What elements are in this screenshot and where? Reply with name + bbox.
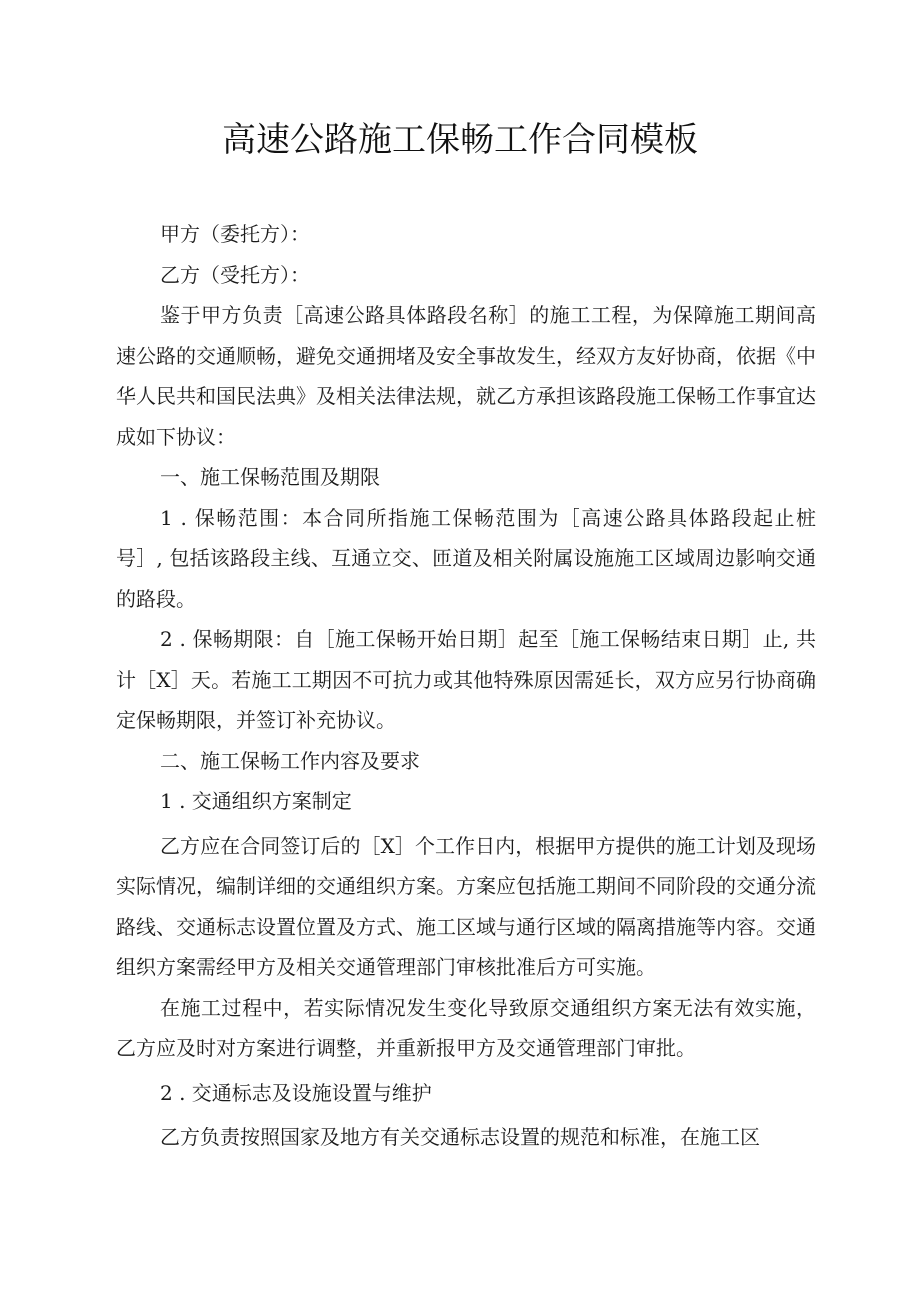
paragraph-plan-adjust: 在施工过程中，若实际情况发生变化导致原交通组织方案无法有效实施，乙方应及时对方案进行调整，并重新报甲方及交通管理部门审批。 <box>116 995 816 1060</box>
document-body <box>116 214 816 1158</box>
paragraph-signs: 乙方负责按照国家及地方有关交通标志设置的规范和标准，在施工区 <box>160 1125 760 1149</box>
party-b-line: 乙方（受托方）： <box>160 262 310 287</box>
preamble-paragraph: 鉴于甲方负责［高速公路具体路段名称］的施工工程，为保障施工期间高速公路的交通顺畅，避免交通拥堵及安全事故发生，经双方友好协商，依据《中华人民共和国民法典》及相关法律法规，就乙方承担该路段施工保畅工作事宜达成如下协议： <box>116 303 816 449</box>
paragraph-traffic-plan: 乙方应在合同签订后的［X］个工作日内，根据甲方提供的施工计划及现场实际情况，编制详细的交通组织方案。方案应包括施工期间不同阶段的交通分流路线、交通标志设置位置及方式、施工区域与通行区域的隔离措施等内容。交通组织方案需经甲方及相关交通管理部门审核批准后方可实施。 <box>116 833 816 979</box>
section-heading-scope: 一、施工保畅范围及期限 <box>160 465 380 489</box>
subheading-signs: 2 . 交通标志及设施设置与维护 <box>160 1080 432 1105</box>
party-a-line: 甲方（委托方）： <box>160 222 310 246</box>
section-heading-content: 二、施工保畅工作内容及要求 <box>160 748 420 773</box>
clause-scope: 1 . 保畅范围：本合同所指施工保畅范围为［高速公路具体路段起止桩号］, 包括该路段主线、互通立交、匝道及相关附属设施施工区域周边影响交通的路段。 <box>116 505 816 611</box>
document-title: 高速公路施工保畅工作合同模板 <box>222 120 698 160</box>
clause-period: 2 . 保畅期限：自［施工保畅开始日期］起至［施工保畅结束日期］止, 共计［X］天。若施工工期因不可抗力或其他特殊原因需延长，双方应另行协商确定保畅期限，并签订补充协议。 <box>116 627 816 732</box>
subheading-traffic-plan: 1 . 交通组织方案制定 <box>160 789 352 813</box>
